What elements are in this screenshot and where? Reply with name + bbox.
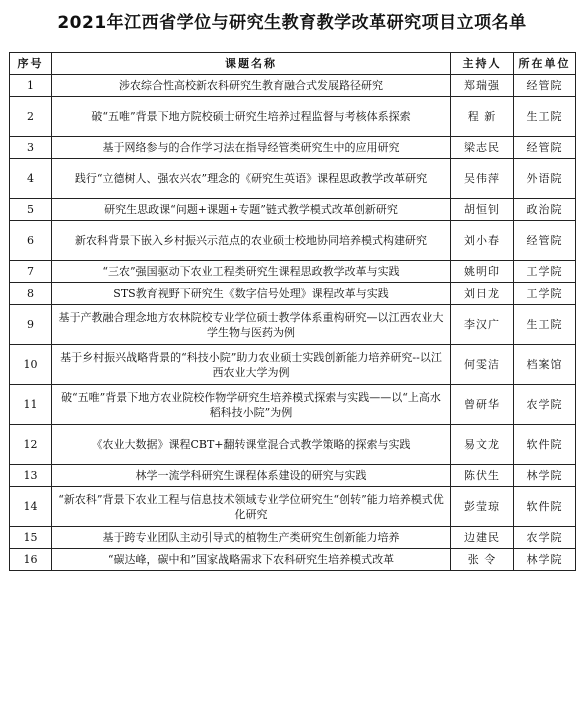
row-index: 13 bbox=[10, 465, 52, 487]
row-host: 刘日龙 bbox=[451, 283, 514, 305]
row-index: 14 bbox=[10, 487, 52, 527]
table-row bbox=[10, 425, 576, 465]
row-topic: “新农科”背景下农业工程与信息技术领域专业学位研究生“创转”能力培养模式优化研究 bbox=[52, 487, 451, 527]
row-index: 4 bbox=[10, 159, 52, 199]
row-index: 1 bbox=[10, 75, 52, 97]
row-host: 吴伟萍 bbox=[451, 159, 514, 199]
row-unit: 工学院 bbox=[514, 283, 576, 305]
row-unit: 生工院 bbox=[514, 305, 576, 345]
row-topic: 破“五唯”背景下地方院校硕士研究生培养过程监督与考核体系探索 bbox=[52, 97, 451, 137]
row-host: 曾研华 bbox=[451, 385, 514, 425]
table-row bbox=[10, 159, 576, 199]
table-row bbox=[10, 345, 576, 385]
row-unit: 档案馆 bbox=[514, 345, 576, 385]
row-host: 陈伏生 bbox=[451, 465, 514, 487]
row-topic: 践行“立德树人、强农兴农”理念的《研究生英语》课程思政教学改革研究 bbox=[52, 159, 451, 199]
row-topic: 基于乡村振兴战略背景的“科技小院”助力农业硕士实践创新能力培养研究--以江西农业大学为例 bbox=[52, 345, 451, 385]
row-index: 12 bbox=[10, 425, 52, 465]
row-host: 李汉广 bbox=[451, 305, 514, 345]
row-unit: 政治院 bbox=[514, 199, 576, 221]
table-row bbox=[10, 199, 576, 221]
row-index: 2 bbox=[10, 97, 52, 137]
row-topic: STS教育视野下研究生《数字信号处理》课程改革与实践 bbox=[52, 283, 451, 305]
row-topic: “碳达峰，碳中和”国家战略需求下农科研究生培养模式改革 bbox=[52, 549, 451, 571]
table-row bbox=[10, 261, 576, 283]
table-row bbox=[10, 137, 576, 159]
row-topic: 基于网络参与的合作学习法在指导经管类研究生中的应用研究 bbox=[52, 137, 451, 159]
row-host: 梁志民 bbox=[451, 137, 514, 159]
row-host: 张 令 bbox=[451, 549, 514, 571]
row-index: 7 bbox=[10, 261, 52, 283]
row-host: 易文龙 bbox=[451, 425, 514, 465]
table-row bbox=[10, 221, 576, 261]
row-index: 8 bbox=[10, 283, 52, 305]
row-topic: 破“五唯”背景下地方农业院校作物学研究生培养模式探索与实践——以“上高水稻科技小院”为例 bbox=[52, 385, 451, 425]
row-topic: 《农业大数据》课程CBT+翻转课堂混合式教学策略的探索与实践 bbox=[52, 425, 451, 465]
header-index: 序号 bbox=[10, 53, 52, 75]
table-row bbox=[10, 465, 576, 487]
row-host: 胡恒钊 bbox=[451, 199, 514, 221]
project-table bbox=[9, 52, 576, 571]
row-index: 15 bbox=[10, 527, 52, 549]
row-unit: 经管院 bbox=[514, 137, 576, 159]
row-topic: 研究生思政课“问题+课题+专题”链式教学模式改革创新研究 bbox=[52, 199, 451, 221]
row-unit: 工学院 bbox=[514, 261, 576, 283]
row-unit: 农学院 bbox=[514, 527, 576, 549]
table-row bbox=[10, 97, 576, 137]
table-row bbox=[10, 549, 576, 571]
row-topic: “三农”强国驱动下农业工程类研究生课程思政教学改革与实践 bbox=[52, 261, 451, 283]
row-unit: 软件院 bbox=[514, 425, 576, 465]
row-topic: 林学一流学科研究生课程体系建设的研究与实践 bbox=[52, 465, 451, 487]
table-header-row bbox=[10, 53, 576, 75]
row-host: 郑瑞强 bbox=[451, 75, 514, 97]
table-row bbox=[10, 385, 576, 425]
row-index: 9 bbox=[10, 305, 52, 345]
table-row bbox=[10, 75, 576, 97]
row-host: 程 新 bbox=[451, 97, 514, 137]
row-unit: 林学院 bbox=[514, 549, 576, 571]
row-unit: 生工院 bbox=[514, 97, 576, 137]
document-title: 2021年江西省学位与研究生教育教学改革研究项目立项名单 bbox=[57, 13, 527, 33]
table-row bbox=[10, 283, 576, 305]
header-topic: 课题名称 bbox=[52, 53, 451, 75]
table-row bbox=[10, 527, 576, 549]
row-index: 5 bbox=[10, 199, 52, 221]
row-host: 彭莹琼 bbox=[451, 487, 514, 527]
row-index: 3 bbox=[10, 137, 52, 159]
row-unit: 外语院 bbox=[514, 159, 576, 199]
row-host: 边建民 bbox=[451, 527, 514, 549]
row-topic: 基于跨专业团队主动引导式的植物生产类研究生创新能力培养 bbox=[52, 527, 451, 549]
header-unit: 所在单位 bbox=[514, 53, 576, 75]
row-host: 刘小春 bbox=[451, 221, 514, 261]
row-index: 10 bbox=[10, 345, 52, 385]
row-host: 姚明印 bbox=[451, 261, 514, 283]
row-topic: 新农科背景下嵌入乡村振兴示范点的农业硕士校地协同培养模式构建研究 bbox=[52, 221, 451, 261]
row-topic: 基于产教融合理念地方农林院校专业学位硕士教学体系重构研究—以江西农业大学生物与医药为例 bbox=[52, 305, 451, 345]
row-unit: 农学院 bbox=[514, 385, 576, 425]
row-unit: 林学院 bbox=[514, 465, 576, 487]
row-index: 16 bbox=[10, 549, 52, 571]
row-unit: 经管院 bbox=[514, 75, 576, 97]
row-host: 何雯洁 bbox=[451, 345, 514, 385]
row-unit: 经管院 bbox=[514, 221, 576, 261]
row-unit: 软件院 bbox=[514, 487, 576, 527]
row-index: 6 bbox=[10, 221, 52, 261]
row-topic: 涉农综合性高校新农科研究生教育融合式发展路径研究 bbox=[52, 75, 451, 97]
table-row bbox=[10, 487, 576, 527]
row-index: 11 bbox=[10, 385, 52, 425]
table-row bbox=[10, 305, 576, 345]
header-host: 主持人 bbox=[451, 53, 514, 75]
